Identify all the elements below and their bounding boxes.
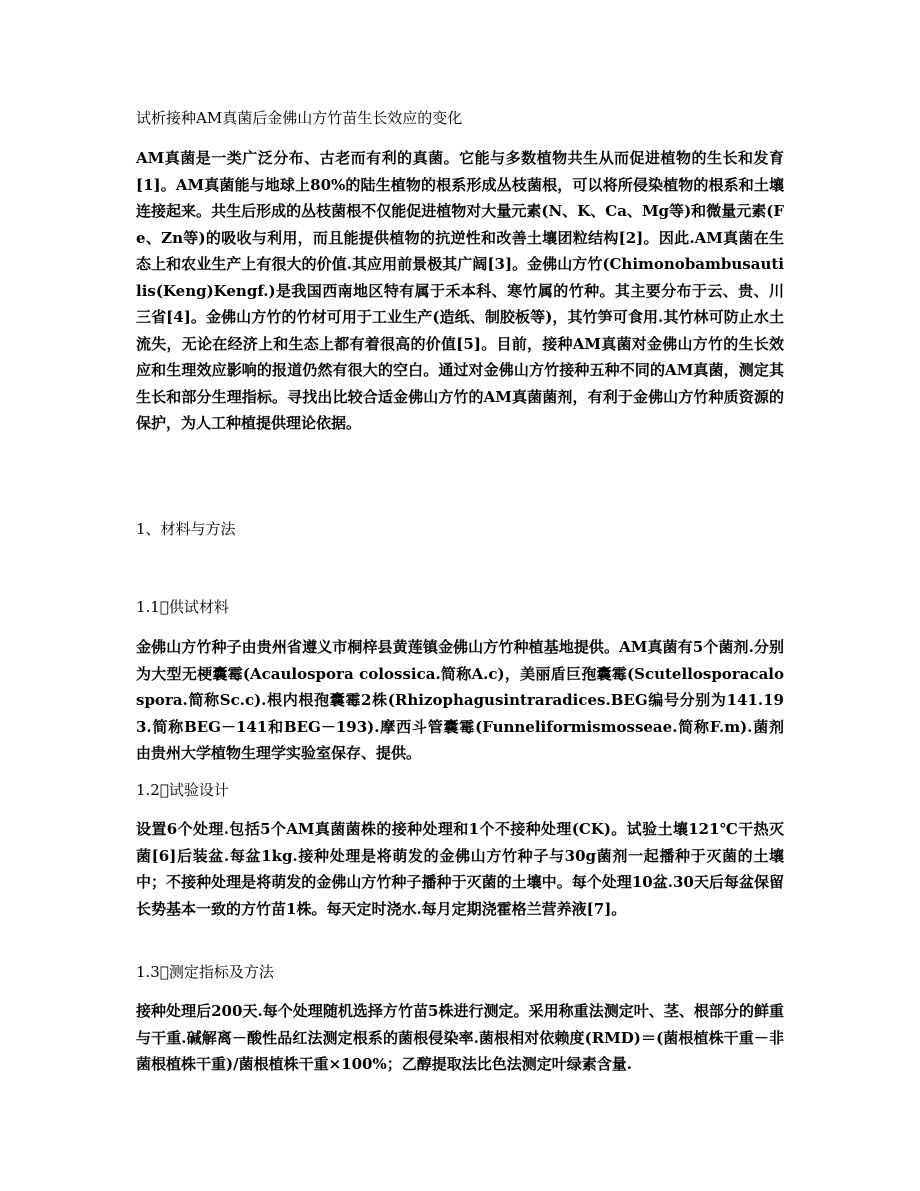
subsection-heading-measurement-methods: 1.3 测定指标及方法 <box>136 963 274 981</box>
subsection-heading-experiment-design: 1.2 试验设计 <box>136 781 229 799</box>
experiment-design-paragraph: 设置6个处理.包括5个AM真菌菌株的接种处理和1个不接种处理(CK)。试验土壤121℃干热灭菌[6]后装盆.每盆1kg.接种处理是将萌发的金佛山方竹种子与30g菌剂一起播种于灭菌的土壤中；不接种处理是将萌发的金佛山方竹种子播种于灭菌的土壤中。每个处理10盆.30天后每盆保留长势基本一致的方竹苗1株。每天定时浇水.每月定期浇霍格兰营养液[7]。 <box>136 820 784 918</box>
document-title: 试析接种AM真菌后金佛山方竹苗生长效应的变化 <box>136 109 463 127</box>
subsection-heading-test-materials: 1.1 供试材料 <box>136 598 229 616</box>
intro-paragraph: AM真菌是一类广泛分布、古老而有利的真菌。它能与多数植物共生从而促进植物的生长和发育[1]。AM真菌能与地球上80%的陆生植物的根系形成丛枝菌根，可以将所侵染植物的根系和土壤连接起来。共生后形成的丛枝菌根不仅能促进植物对大量元素(N、K、Ca、Mg等)和微量元素(Fe、Zn等)的吸收与利用，而且能提供植物的抗逆性和改善土壤团粒结构[2]。因此.AM真菌在生态上和农业生产上有很大的价值.其应用前景极其广阔[3]。金佛山方竹(Chimonobambusautilis(Keng)Kengf.)是我国西南地区特有属于禾本科、寒竹属的竹种。其主要分布于云、贵、川三省[4]。金佛山方竹的竹材可用于工业生产(造纸、制胶板等)，其竹笋可食用.其竹林可防止水土流失，无论在经济上和生态上都有着很高的价值[5]。目前，接种AM真菌对金佛山方竹的生长效应和生理效应影响的报道仍然有很大的空白。通过对金佛山方竹接种五种不同的AM真菌，测定其生长和部分生理指标。寻找出比较合适金佛山方竹的AM真菌菌剂，有利于金佛山方竹种质资源的保护，为人工种植提供理论依据。 <box>136 149 784 432</box>
test-materials-paragraph: 金佛山方竹种子由贵州省遵义市桐梓县黄莲镇金佛山方竹种植基地提供。AM真菌有5个菌剂.分别为大型无梗囊霉(Acaulospora colossica.简称A.c)，美丽盾巨孢囊霉(Scutellosporacalospora.简称Sc.c).根内根孢囊霉2株(Rhizophagusintraradices.BEG编号分别为141.193.简称BEG－141和BEG－193).摩西斗管囊霉(Funneliformismosseae.简称F.m).菌剂由贵州大学植物生理学实验室保存、提供。 <box>136 638 784 762</box>
measurement-methods-paragraph: 接种处理后200天.每个处理随机选择方竹苗5株进行测定。采用称重法测定叶、茎、根部分的鲜重与干重.碱解离－酸性品红法测定根系的菌根侵染率.菌根相对依赖度(RMD)＝(菌根植株干重－非菌根植株干重)/菌根植株干重×100%；乙醇提取法比色法测定叶绿素含量. <box>136 1002 784 1073</box>
section-heading-materials-methods: 1、材料与方法 <box>136 520 236 538</box>
